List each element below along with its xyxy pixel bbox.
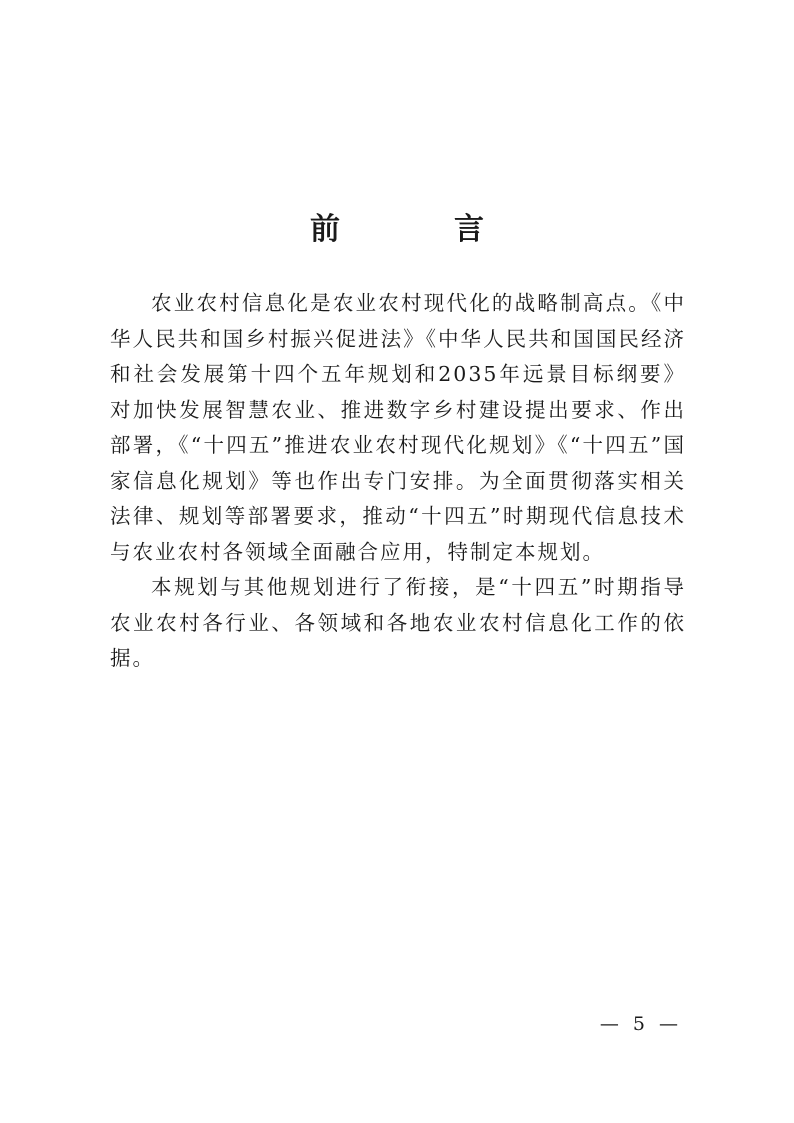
page-title: 前 言: [310, 212, 526, 247]
paragraph-1: 农业农村信息化是农业农村现代化的战略制高点。《中华人民共和国乡村振兴促进法》《中华人民共和国国民经济和社会发展第十四个五年规划和2035年远景目标纲要》对加快发展智慧农业、推进数字乡村建设提出要求、作出部署，《“十四五”推进农业农村现代化规划》《“十四五”国家信息化规划》等也作出专门安排。为全面贯彻落实相关法律、规划等部署要求，推动“十四五”时期现代信息技术与农业农村各领域全面融合应用，特制定本规划。: [110, 291, 686, 564]
paragraph-2: 本规划与其他规划进行了衔接，是“十四五”时期指导农业农村各行业、各领域和各地农业农村信息化工作的依据。: [110, 575, 686, 670]
page-number: — 5 —: [599, 1013, 682, 1035]
body-text: [110, 286, 686, 677]
